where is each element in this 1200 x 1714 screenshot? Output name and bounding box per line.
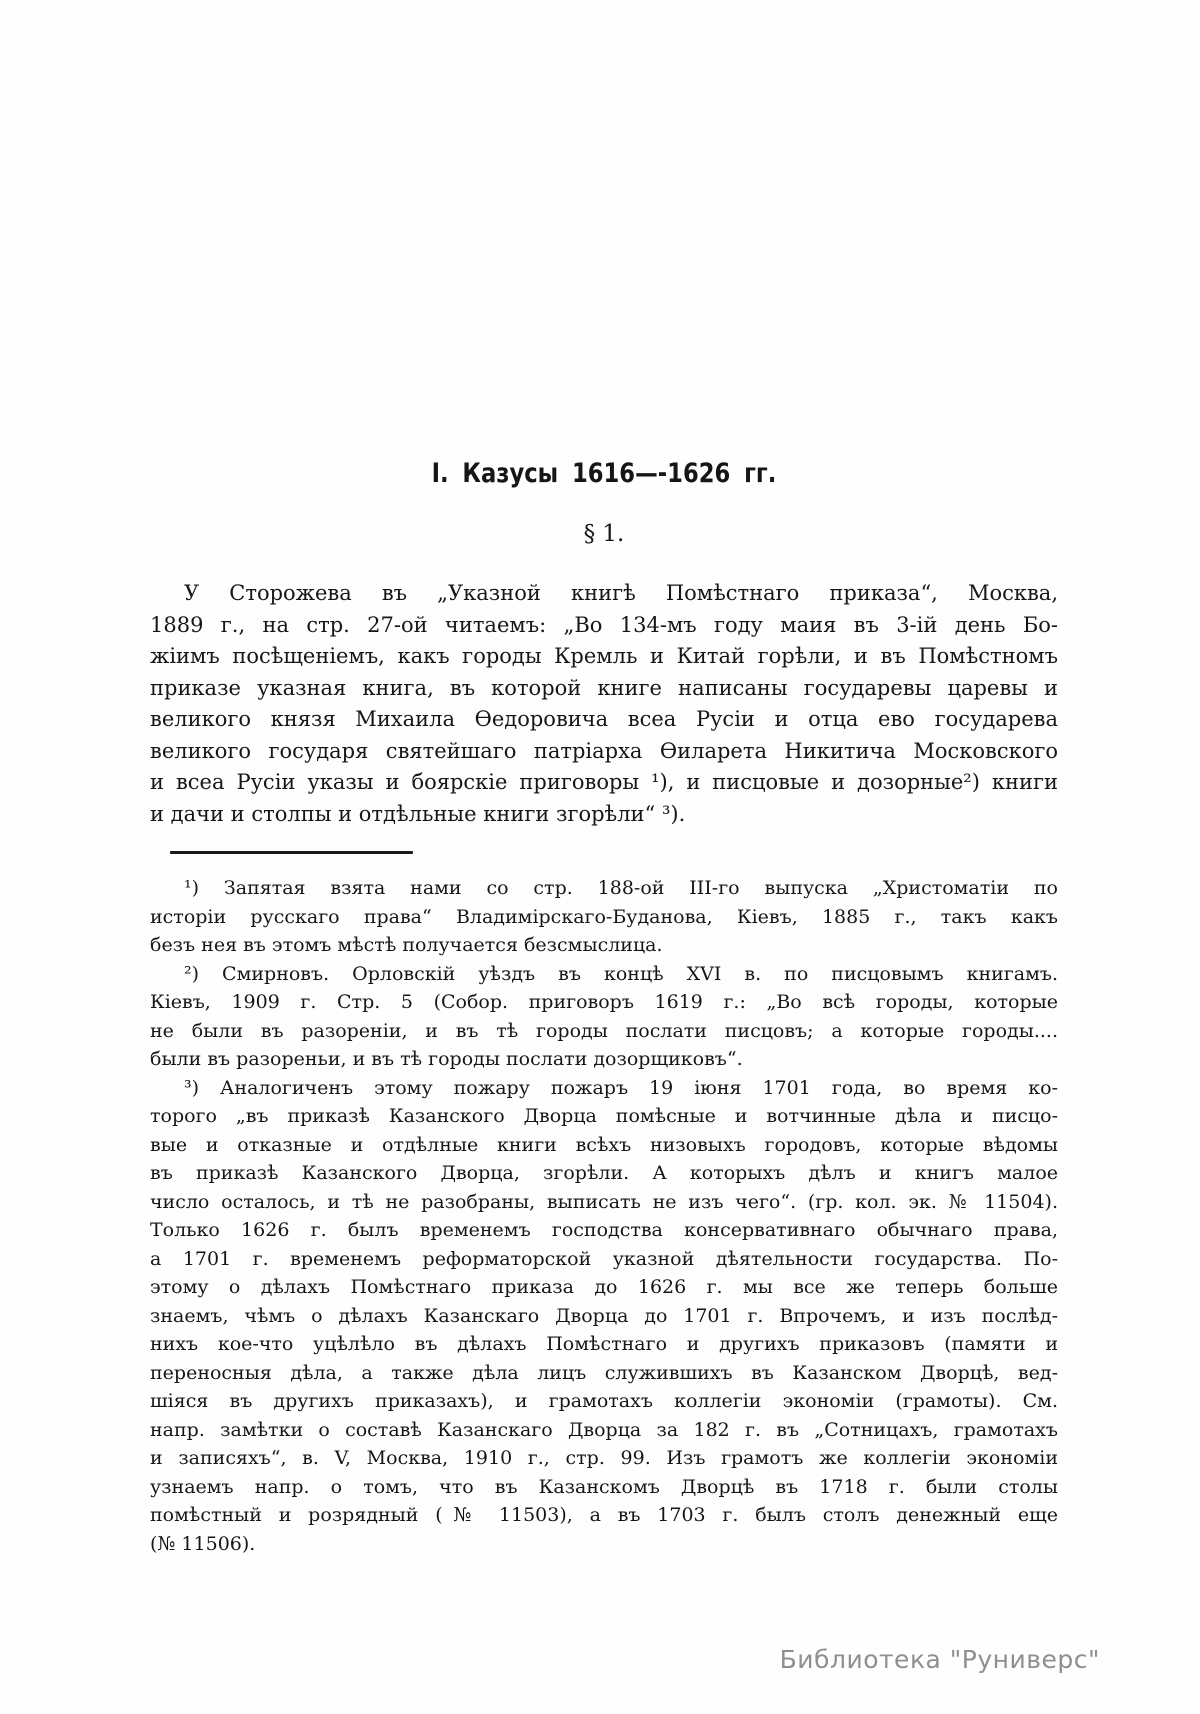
footnote-line: знаемъ, чѣмъ о дѣлахъ Казанскаго Дворца до 1701 г. Впрочемъ, и изъ послѣд- bbox=[150, 1304, 1058, 1327]
footnote-separator bbox=[170, 851, 413, 854]
footnote-2 bbox=[150, 960, 1058, 1074]
footnote-line: ²) Смирновъ. Орловскій уѣздъ въ концѣ XVI в. по писцовымъ книгамъ. bbox=[184, 962, 1058, 985]
section-heading: § 1. bbox=[583, 521, 625, 547]
footnote-line: вые и отказные и отдѣлные книги всѣхъ низовыхъ городовъ, которые вѣдомы bbox=[150, 1133, 1058, 1156]
footnote-1 bbox=[150, 874, 1058, 960]
footnote-line: не были въ разореніи, и въ тѣ городы послати писцовъ; а которые городы.... bbox=[150, 1019, 1058, 1042]
footnote-line: безъ нея въ этомъ мѣстѣ получается безсмыслица. bbox=[150, 934, 663, 956]
footnote-line: ¹) Запятая взята нами со стр. 188-ой III-го выпуска „Христоматіи по bbox=[184, 877, 1058, 899]
footnotes-block bbox=[150, 874, 1058, 1558]
footnote-line: были въ разореньи, и въ тѣ городы послати дозорщиковъ“. bbox=[150, 1048, 743, 1070]
footnote-line: нихъ кое-что уцѣлѣло въ дѣлахъ Помѣстнаго и другихъ приказовъ (памяти и bbox=[150, 1333, 1058, 1355]
footnote-line: въ приказѣ Казанского Дворца, згорѣли. А которыхъ дѣлъ и книгъ малое bbox=[150, 1162, 1058, 1184]
footnote-line: и записяхъ“, в. V, Москва, 1910 г., стр. 99. Изъ грамотъ же коллегіи экономіи bbox=[150, 1447, 1058, 1469]
footnote-line: Только 1626 г. былъ временемъ господства консервативнаго обычнаго права, bbox=[150, 1219, 1058, 1241]
footnote-line: (№ 11506). bbox=[150, 1532, 256, 1555]
paragraph-line: жіимъ посѣщеніемъ, какъ городы Кремль и Китай горѣли, и въ Помѣстномъ bbox=[150, 644, 1058, 668]
paragraph-line: 1889 г., на стр. 27-ой читаемъ: „Во 134-мъ году маия въ 3-ій день Бо- bbox=[150, 612, 1058, 637]
footnote-line: шіяся въ другихъ приказахъ), и грамотахъ коллегіи экономіи (грамоты). См. bbox=[150, 1390, 1058, 1412]
library-watermark: Библиотека "Руниверс" bbox=[779, 1645, 1100, 1674]
paragraph-line: великого государя святейшаго патріарха Ѳиларета Никитича Московского bbox=[150, 738, 1058, 763]
body-paragraph bbox=[150, 578, 1058, 830]
footnote-line: ³) Аналогиченъ этому пожару пожаръ 19 іюня 1701 года, во время ко- bbox=[184, 1076, 1058, 1099]
paragraph-line: и всеа Русіи указы и боярскіе приговоры ¹), и писцовые и дозорные²) книги bbox=[150, 770, 1058, 794]
paragraph-line: У Сторожева въ „Указной книгѣ Помѣстнаго приказа“, Москва, bbox=[184, 581, 1058, 605]
footnote-3 bbox=[150, 1074, 1058, 1559]
footnote-line: помѣстный и розрядный (№ 11503), а въ 1703 г. былъ столъ денежный еще bbox=[150, 1504, 1058, 1526]
footnote-line: напр. замѣтки о составѣ Казанскаго Дворца за 182 г. въ „Сотницахъ, грамотахъ bbox=[150, 1418, 1058, 1441]
footnote-line: узнаемъ напр. о томъ, что въ Казанскомъ Дворцѣ въ 1718 г. были столы bbox=[150, 1475, 1058, 1498]
footnote-line: а 1701 г. временемъ реформаторской указной дѣятельности государства. По- bbox=[150, 1247, 1058, 1270]
paragraph-line: великого князя Михаила Ѳедоровича всеа Русіи и отца ево государева bbox=[150, 707, 1058, 731]
chapter-heading: I. Казусы 1616—-1626 гг. bbox=[431, 458, 777, 489]
paragraph-line: приказе указная книга, въ которой книге написаны государевы царевы и bbox=[150, 675, 1058, 700]
footnote-line: переносныя дѣла, а также дѣла лицъ служившихъ въ Казанском Дворцѣ, вед- bbox=[150, 1361, 1058, 1384]
paragraph-line: и дачи и столпы и отдѣльные книги згорѣли“ ³). bbox=[150, 801, 686, 826]
footnote-line: торого „въ приказѣ Казанского Дворца помѣсные и вотчинные дѣла и писцо- bbox=[150, 1105, 1058, 1127]
footnote-line: исторіи русскаго права“ Владимірскаго-Буданова, Кіевъ, 1885 г., такъ какъ bbox=[150, 905, 1058, 928]
footnote-line: Кіевъ, 1909 г. Стр. 5 (Собор. приговоръ 1619 г.: „Во всѣ городы, которые bbox=[150, 991, 1058, 1013]
footnote-line: число осталось, и тѣ не разобраны, выписать не изъ чего“. (гр. кол. эк. № 11504). bbox=[150, 1190, 1058, 1213]
footnote-line: этому о дѣлахъ Помѣстнаго приказа до 1626 г. мы все же теперь больше bbox=[150, 1276, 1058, 1298]
